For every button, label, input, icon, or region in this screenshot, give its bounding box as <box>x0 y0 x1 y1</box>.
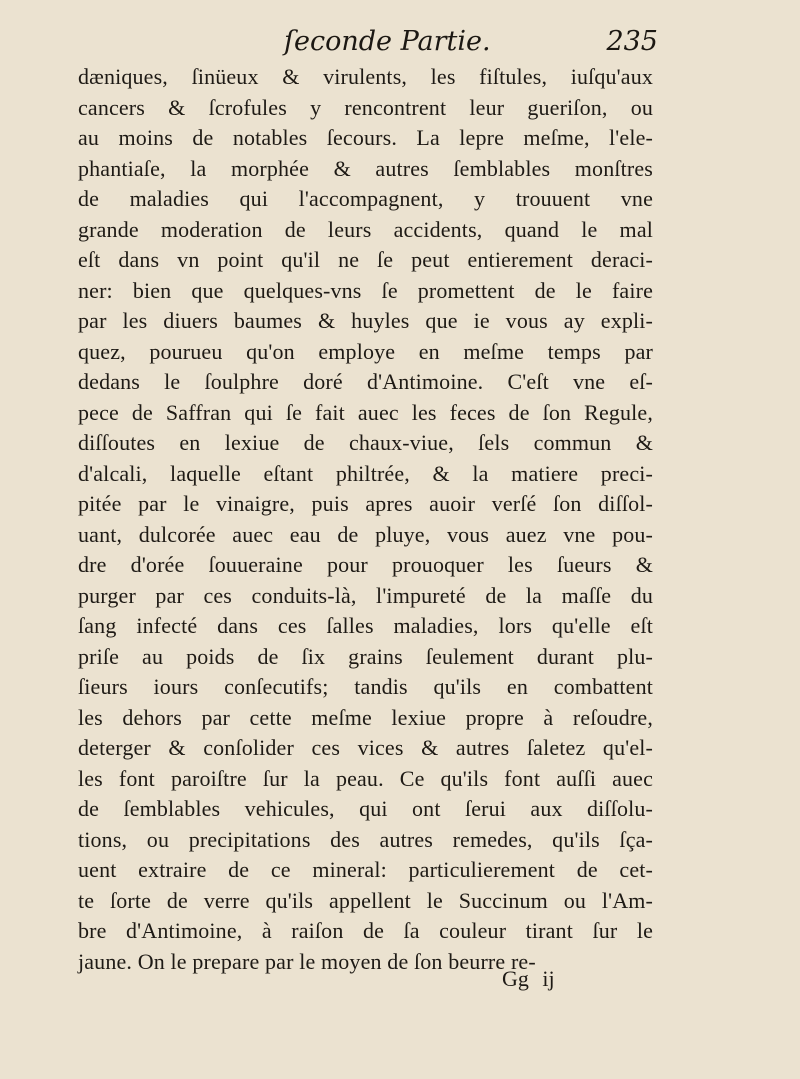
text-line: pitée par le vinaigre, puis apres auoir verſé ſon diſſol- <box>78 491 653 516</box>
text-line: uent extraire de ce mineral: particulierement de cet- <box>78 857 653 882</box>
text-line: pece de Saffran qui ſe fait auec les feces de ſon Regule, <box>78 399 653 425</box>
text-line: de maladies qui l'accompagnent, y trouuent vne <box>78 186 653 211</box>
text-line: bre d'Antimoine, à raiſon de ſa couleur tirant ſur le <box>78 918 653 943</box>
text-line: purger par ces conduits-là, l'impureté de la maſſe du <box>78 582 653 608</box>
text-line: ſieurs iours conſecutifs; tandis qu'ils en combattent <box>78 674 653 699</box>
text-line: dæniques, ſinüeux & virulents, les fiſtules, iuſqu'aux <box>78 64 653 89</box>
text-line: eſt dans vn point qu'il ne ſe peut entierement deraci- <box>78 247 653 272</box>
page-number: 235 <box>606 26 658 57</box>
text-line: dre d'orée ſouueraine pour prouoquer les ſueurs & <box>78 552 653 577</box>
text-line: phantiaſe, la morphée & autres ſemblables monſtres <box>78 155 653 181</box>
text-line: te ſorte de verre qu'ils appellent le Succinum ou l'Am- <box>78 887 653 913</box>
text-line: les font paroiſtre ſur la peau. Ce qu'ils font auſſi auec <box>78 765 653 791</box>
text-line: tions, ou precipitations des autres remedes, qu'ils ſça- <box>78 826 653 852</box>
text-line: priſe au poids de ſix grains ſeulement durant plu- <box>78 643 653 669</box>
text-line: les dehors par cette meſme lexiue propre à reſoudre, <box>78 704 653 730</box>
text-line: ſang infecté dans ces ſalles maladies, lors qu'elle eſt <box>78 613 653 638</box>
text-line: de ſemblables vehicules, qui ont ſerui aux diſſolu- <box>78 796 653 821</box>
page-header <box>78 26 658 66</box>
text-line: uant, dulcorée auec eau de pluye, vous auez vne pou- <box>78 521 653 547</box>
text-line: diſſoutes en lexiue de chaux-viue, ſels commun & <box>78 430 653 455</box>
text-line: cancers & ſcrofules y rencontrent leur gueriſon, ou <box>78 94 653 120</box>
text-line: par les diuers baumes & huyles que ie vous ay expli- <box>78 308 653 333</box>
text-line: ner: bien que quelques-vns ſe promettent de le faire <box>78 277 653 303</box>
text-line: deterger & conſolider ces vices & autres ſaletez qu'el- <box>78 735 653 760</box>
text-line: dedans le ſoulphre doré d'Antimoine. C'eſt vne eſ- <box>78 369 653 394</box>
running-head: ſeconde Partie. <box>284 26 491 57</box>
text-line: jaune. On le prepare par le moyen de ſon beurre re- <box>78 948 536 974</box>
text-line: grande moderation de leurs accidents, quand le mal <box>78 216 653 242</box>
text-line: au moins de notables ſecours. La lepre meſme, l'ele- <box>78 125 653 150</box>
text-line: quez, pourueu qu'on employe en meſme temps par <box>78 338 653 364</box>
signature-mark: Gg ij <box>502 966 555 991</box>
text-line: d'alcali, laquelle eſtant philtrée, & la matiere preci- <box>78 460 653 486</box>
body-text <box>78 62 653 977</box>
